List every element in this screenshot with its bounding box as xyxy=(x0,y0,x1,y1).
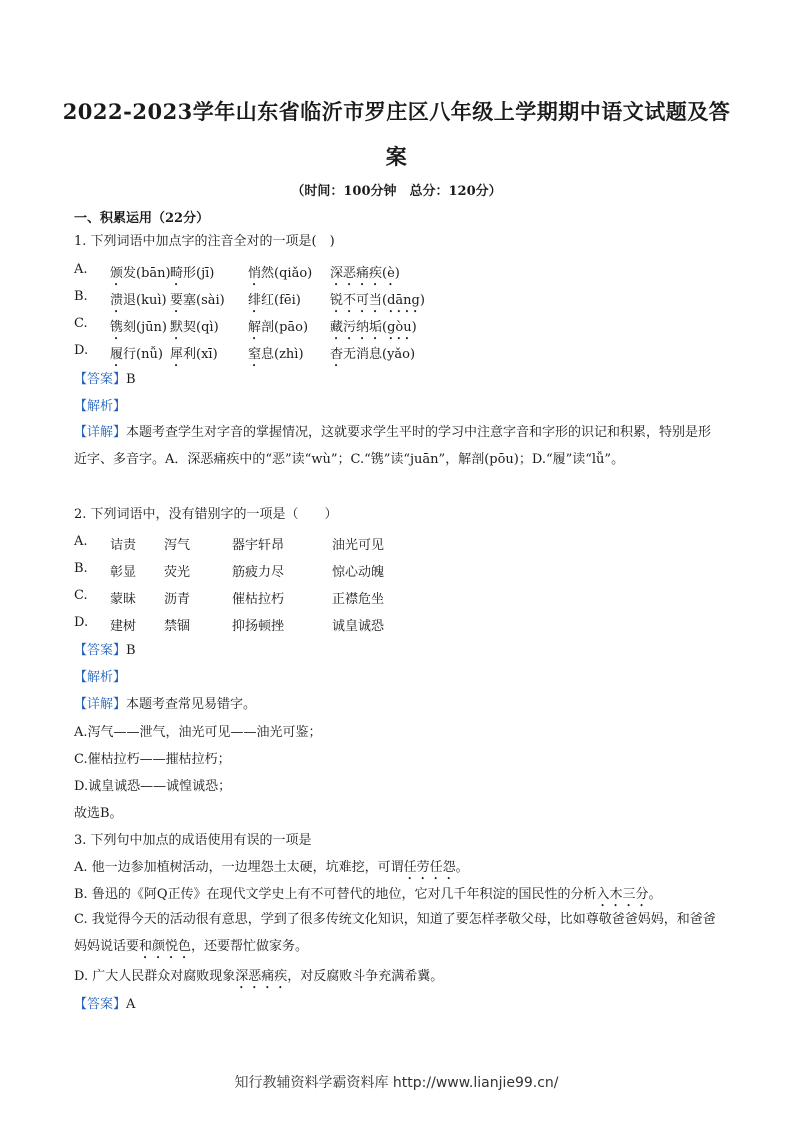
option-item: 荧光 xyxy=(164,565,191,580)
q2-analysis-tag: 【解析】 xyxy=(74,670,127,685)
emphasized-idiom: 入木三分 xyxy=(596,887,649,902)
option-label: A. xyxy=(74,262,88,277)
item-rest: 息(zhì) xyxy=(261,347,304,362)
q3-stem: 3. 下列句中加点的成语使用有误的一项是 xyxy=(74,833,312,848)
dotted-character: 镌 xyxy=(110,320,124,335)
answer-value: B xyxy=(126,372,136,387)
option-text: D. 广大人民群众对腐败现象 xyxy=(74,969,236,984)
option-text: A. 他一边参加植树活动，一边埋怨土太硬，坑难挖，可谓 xyxy=(74,860,404,875)
q1-stem: 1. 下列词语中加点字的注音全对的一项是( ) xyxy=(74,234,335,249)
option-item xyxy=(110,262,171,289)
section-heading: 一、积累运用（22分） xyxy=(74,211,210,226)
dotted-character: 履 xyxy=(110,347,124,362)
answer-tag: 【答案】 xyxy=(74,643,127,658)
dotted-character: 解 xyxy=(248,320,262,335)
dotted-character: 犀 xyxy=(170,347,184,362)
emphasized-idiom: 深恶痛疾 xyxy=(235,969,288,984)
dotted-character: 溃 xyxy=(110,293,124,308)
option-item: 催枯拉朽 xyxy=(232,592,285,607)
q2-answer xyxy=(74,641,136,661)
item-rest: 利(xī) xyxy=(183,347,218,362)
detail-tag: 【详解】 xyxy=(74,425,127,440)
option-item xyxy=(248,262,312,289)
doc-subtitle: （时间：100分钟 总分：120分） xyxy=(291,184,502,199)
dotted-character: 杳 xyxy=(330,347,344,362)
answer-value: A xyxy=(126,997,136,1012)
option-item xyxy=(248,343,304,370)
option-item: 器宇轩昂 xyxy=(232,538,285,553)
q2-fix-c: C.催枯拉朽——摧枯拉朽； xyxy=(74,752,231,767)
item-rest: 退(kuì) xyxy=(123,293,167,308)
q3-option-a xyxy=(74,858,469,883)
dotted-character: 藏污纳垢(gòu) xyxy=(330,320,417,335)
dotted-character: 要 xyxy=(170,293,184,308)
option-item xyxy=(248,316,308,343)
option-label: A. xyxy=(74,534,88,549)
answer-value: B xyxy=(126,643,136,658)
option-item: 彰显 xyxy=(110,565,137,580)
doc-title-line1: 2022-2023学年山东省临沂市罗庄区八年级上学期期中语文试题及答 xyxy=(62,99,731,124)
item-rest: 无消息(yǎo) xyxy=(343,347,416,362)
item-rest: 塞(sài) xyxy=(183,293,225,308)
dotted-character: 畸 xyxy=(170,266,184,281)
option-text-end: ，对反腐败斗争充满希冀。 xyxy=(287,969,444,984)
option-item xyxy=(110,343,163,370)
q3-option-d xyxy=(74,967,443,992)
item-rest: 然(qiǎo) xyxy=(261,266,313,281)
option-item: 惊心动魄 xyxy=(332,565,385,580)
option-text: C. 我觉得今天的活动很有意思，学到了很多传统文化知识，知道了要怎样孝敬父母，比如尊敬爸爸妈妈，和爸爸妈妈说话要 xyxy=(74,912,716,954)
option-text: B. 鲁迅的《阿Q正传》在现代文学史上有不可替代的地位，它对几千年积淀的国民性的分析 xyxy=(74,887,597,902)
q1-answer xyxy=(74,370,136,390)
detail-text: 本题考查学生对字音的掌握情况，这就要求学生平时的学习中注意字音和字形的识记和积累，特别是形近字、多音字。A．深恶痛疾中的“恶”读“wù”；C.“镌”读“juān”，解剖(pōu)；D.“履”读“lǚ”。 xyxy=(74,425,712,467)
q1-analysis-tag: 【解析】 xyxy=(74,399,127,414)
item-rest: 形(jī) xyxy=(183,266,215,281)
doc-title-line2: 案 xyxy=(385,144,408,169)
option-item xyxy=(248,289,301,316)
option-item xyxy=(170,262,214,289)
option-item: 建树 xyxy=(110,619,137,634)
emphasized-idiom: 任劳任怨 xyxy=(403,860,456,875)
q2-fix-a: A.泻气——泄气，油光可见——油光可鉴； xyxy=(74,725,322,740)
item-rest: 发(bān) xyxy=(123,266,171,281)
option-item xyxy=(330,343,415,370)
option-label: B. xyxy=(74,289,88,304)
option-item xyxy=(110,289,167,316)
option-item xyxy=(170,289,225,316)
option-label: C. xyxy=(74,316,88,331)
option-item: 油光可见 xyxy=(332,538,385,553)
option-label: C. xyxy=(74,588,88,603)
option-item: 抑扬顿挫 xyxy=(232,619,285,634)
option-item xyxy=(170,316,219,343)
dotted-character: 窒 xyxy=(248,347,262,362)
detail-text: 本题考查常见易错字。 xyxy=(126,697,257,712)
option-item xyxy=(110,316,167,343)
dotted-character: 锐不可当(dāng) xyxy=(330,293,425,308)
option-item: 筋疲力尽 xyxy=(232,565,285,580)
option-label: B. xyxy=(74,561,88,576)
item-rest: 剖(pāo) xyxy=(261,320,309,335)
option-label: D. xyxy=(74,615,89,630)
page-footer: 知行教辅资料学霸资料库 http://www.lianjie99.cn/ xyxy=(234,1075,559,1091)
q2-fix-d: D.诚皇诚恐——诚惶诚恐； xyxy=(74,779,232,794)
emphasized-idiom: 和颜悦色 xyxy=(139,939,192,954)
option-label: D. xyxy=(74,343,89,358)
q2-stem: 2. 下列词语中，没有错别字的一项是（ ） xyxy=(74,507,338,522)
option-item: 泻气 xyxy=(164,538,191,553)
option-item: 诘责 xyxy=(110,538,137,553)
option-item xyxy=(170,343,218,370)
option-item: 正襟危坐 xyxy=(332,592,385,607)
q2-detail xyxy=(74,695,256,715)
item-rest: 刻(jūn) xyxy=(123,320,167,335)
option-item: 蒙昧 xyxy=(110,592,137,607)
dotted-character: 默 xyxy=(170,320,184,335)
option-text-end: 。 xyxy=(455,860,469,875)
q3-answer xyxy=(74,995,135,1015)
q3-option-c xyxy=(74,906,724,962)
option-item: 沥青 xyxy=(164,592,191,607)
q2-conclusion: 故选B。 xyxy=(74,806,123,821)
option-item: 诚皇诚恐 xyxy=(332,619,385,634)
detail-tag: 【详解】 xyxy=(74,697,127,712)
option-item xyxy=(330,316,417,343)
dotted-character: 悄 xyxy=(248,266,262,281)
q1-detail xyxy=(74,419,724,473)
answer-tag: 【答案】 xyxy=(74,997,127,1012)
item-rest: 行(nǚ) xyxy=(123,347,163,362)
item-rest: 契(qì) xyxy=(183,320,219,335)
dotted-character: 深恶痛疾(è) xyxy=(330,266,400,281)
dotted-character: 绯 xyxy=(248,293,262,308)
dotted-character: 颁 xyxy=(110,266,124,281)
option-text-end: 。 xyxy=(648,887,662,902)
option-item xyxy=(330,289,425,316)
option-item: 禁锢 xyxy=(164,619,191,634)
option-text-end: ，还要帮忙做家务。 xyxy=(191,939,309,954)
option-item xyxy=(330,262,400,289)
item-rest: 红(fēi) xyxy=(261,293,301,308)
answer-tag: 【答案】 xyxy=(74,372,127,387)
